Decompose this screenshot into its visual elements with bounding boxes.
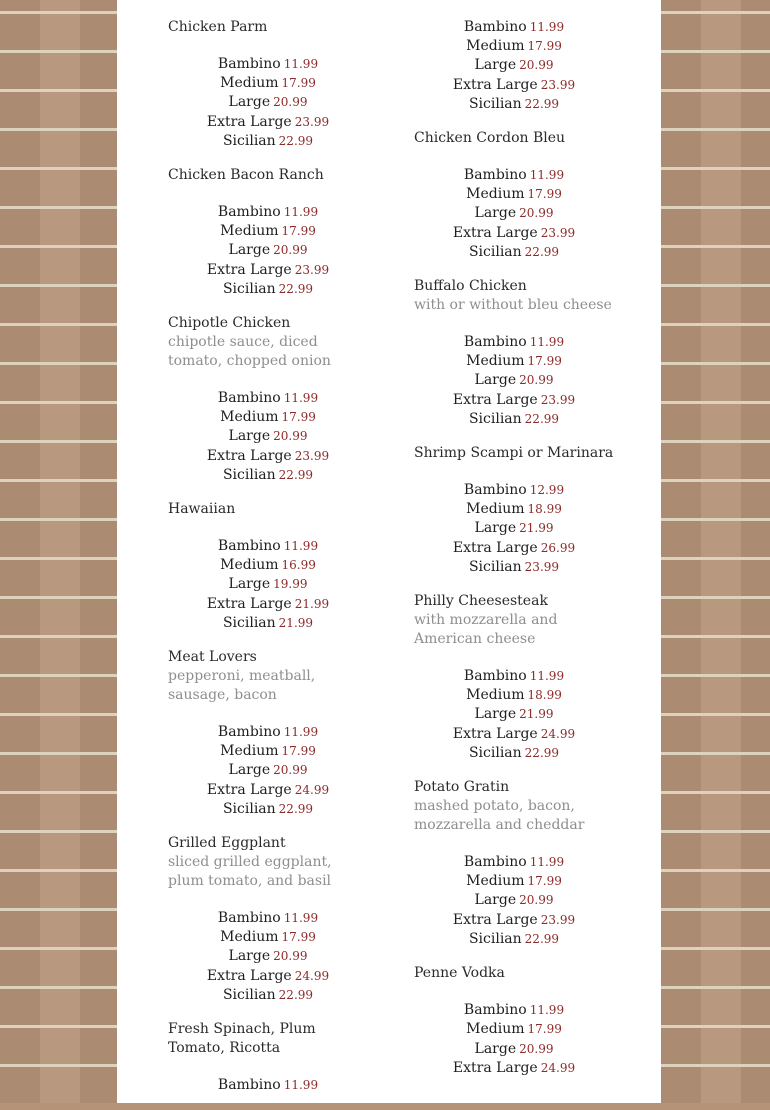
brick-wall-background-right bbox=[661, 0, 770, 1103]
menu-item-name: Grilled Eggplant bbox=[168, 835, 286, 852]
menu-item-name: Buffalo Chicken bbox=[414, 278, 527, 295]
size-label: Medium bbox=[220, 409, 279, 426]
price-value: 21.99 bbox=[278, 615, 314, 630]
price-row bbox=[168, 595, 368, 614]
size-label: Sicilian bbox=[468, 558, 522, 575]
menu-item bbox=[168, 500, 368, 633]
size-label: Extra Large bbox=[452, 391, 538, 408]
price-list bbox=[414, 667, 614, 763]
price-value: 11.99 bbox=[529, 1003, 565, 1018]
price-value: 22.99 bbox=[524, 745, 560, 760]
price-row bbox=[414, 333, 614, 352]
price-row bbox=[414, 667, 614, 686]
menu-item bbox=[168, 1020, 368, 1095]
price-value: 20.99 bbox=[519, 1041, 554, 1056]
size-label: Large bbox=[474, 1040, 517, 1057]
price-value: 22.99 bbox=[278, 987, 314, 1002]
price-row bbox=[168, 74, 368, 93]
menu-item bbox=[414, 444, 614, 577]
size-label: Sicilian bbox=[468, 930, 522, 947]
size-label: Large bbox=[228, 428, 271, 445]
price-value: 19.99 bbox=[273, 577, 308, 592]
price-row bbox=[414, 539, 614, 558]
price-row bbox=[168, 928, 368, 947]
price-row bbox=[414, 243, 614, 262]
price-value: 23.99 bbox=[540, 912, 576, 927]
size-label: Large bbox=[228, 94, 271, 111]
size-label: Bambino bbox=[463, 482, 527, 499]
price-value: 11.99 bbox=[283, 539, 319, 554]
price-value: 21.99 bbox=[519, 521, 554, 536]
price-value: 22.99 bbox=[278, 281, 314, 296]
price-value: 26.99 bbox=[540, 540, 576, 555]
price-value: 11.99 bbox=[529, 20, 565, 34]
size-label: Bambino bbox=[463, 668, 527, 685]
price-row bbox=[168, 222, 368, 241]
menu-item-name: Shrimp Scampi or Marinara bbox=[414, 445, 614, 462]
price-row bbox=[168, 389, 368, 408]
price-row bbox=[168, 556, 368, 575]
menu-item-description: with mozzarella and American cheese bbox=[414, 612, 558, 648]
price-row bbox=[414, 1020, 614, 1039]
price-row bbox=[168, 575, 368, 594]
size-label: Bambino bbox=[463, 1002, 527, 1019]
menu-item-description: mashed potato, bacon, mozzarella and cheddar bbox=[414, 798, 585, 834]
menu-item-description: pepperoni, meatball, sausage, bacon bbox=[168, 668, 316, 704]
price-row bbox=[414, 930, 614, 949]
size-label: Medium bbox=[466, 501, 525, 518]
size-label: Sicilian bbox=[468, 243, 522, 260]
price-value: 17.99 bbox=[527, 1022, 562, 1037]
size-label: Extra Large bbox=[206, 261, 292, 278]
price-row bbox=[168, 203, 368, 222]
price-value: 20.99 bbox=[273, 243, 308, 258]
price-value: 17.99 bbox=[527, 874, 562, 889]
price-value: 21.99 bbox=[519, 707, 554, 722]
price-row bbox=[414, 1059, 614, 1078]
price-value: 20.99 bbox=[273, 429, 308, 444]
size-label: Large bbox=[474, 520, 517, 537]
price-value: 23.99 bbox=[540, 77, 576, 92]
price-value: 20.99 bbox=[519, 893, 554, 908]
size-label: Extra Large bbox=[452, 1059, 538, 1076]
price-value: 18.99 bbox=[527, 502, 562, 517]
size-label: Sicilian bbox=[222, 986, 276, 1003]
price-value: 16.99 bbox=[281, 558, 316, 573]
price-row bbox=[168, 742, 368, 761]
price-value: 22.99 bbox=[524, 96, 560, 111]
price-row bbox=[168, 466, 368, 485]
size-label: Bambino bbox=[463, 19, 527, 35]
price-value: 11.99 bbox=[529, 669, 565, 684]
size-label: Sicilian bbox=[222, 614, 276, 631]
menu-item-name: Potato Gratin bbox=[414, 779, 510, 796]
price-list bbox=[168, 909, 368, 1005]
price-row bbox=[414, 725, 614, 744]
size-label: Sicilian bbox=[468, 95, 522, 112]
price-value: 20.99 bbox=[519, 206, 554, 221]
price-value: 17.99 bbox=[527, 354, 562, 369]
price-value: 24.99 bbox=[294, 968, 330, 983]
price-row bbox=[168, 113, 368, 132]
price-row bbox=[168, 132, 368, 151]
size-label: Extra Large bbox=[206, 113, 292, 130]
size-label: Bambino bbox=[217, 724, 281, 741]
size-label: Bambino bbox=[463, 167, 527, 184]
price-list bbox=[168, 203, 368, 299]
price-list bbox=[414, 853, 614, 949]
price-row bbox=[414, 686, 614, 705]
price-row bbox=[168, 537, 368, 556]
size-label: Sicilian bbox=[222, 132, 276, 149]
price-row bbox=[168, 280, 368, 299]
price-row bbox=[414, 744, 614, 763]
price-value: 11.99 bbox=[283, 1078, 319, 1093]
menu-item-description: chipotle sauce, diced tomato, chopped onion bbox=[168, 334, 331, 370]
price-value: 20.99 bbox=[519, 58, 554, 73]
price-value: 12.99 bbox=[529, 483, 565, 498]
price-value: 23.99 bbox=[524, 559, 560, 574]
menu-item-description: sliced grilled eggplant, plum tomato, and basil bbox=[168, 854, 332, 890]
size-label: Medium bbox=[220, 75, 279, 92]
menu-item bbox=[414, 964, 614, 1078]
price-row bbox=[168, 909, 368, 928]
size-label: Medium bbox=[220, 223, 279, 240]
menu-item-description: with or without bleu cheese bbox=[414, 297, 612, 314]
price-value: 11.99 bbox=[529, 335, 565, 350]
price-row bbox=[168, 947, 368, 966]
size-label: Extra Large bbox=[206, 595, 292, 612]
price-list bbox=[414, 1001, 614, 1078]
price-value: 11.99 bbox=[283, 911, 319, 926]
size-label: Bambino bbox=[217, 910, 281, 927]
price-row bbox=[168, 1076, 368, 1095]
price-value: 17.99 bbox=[527, 39, 562, 54]
price-value: 24.99 bbox=[540, 1060, 576, 1075]
price-row bbox=[414, 1001, 614, 1020]
price-row bbox=[414, 519, 614, 538]
size-label: Extra Large bbox=[452, 224, 538, 241]
menu-item-name: Chicken Parm bbox=[168, 19, 268, 35]
price-list bbox=[414, 166, 614, 262]
menu-item bbox=[414, 18, 614, 114]
price-value: 11.99 bbox=[283, 205, 319, 220]
price-row bbox=[168, 967, 368, 986]
price-row bbox=[414, 410, 614, 429]
price-value: 24.99 bbox=[294, 782, 330, 797]
size-label: Sicilian bbox=[222, 800, 276, 817]
price-value: 23.99 bbox=[294, 448, 330, 463]
price-value: 17.99 bbox=[527, 187, 562, 202]
price-list bbox=[168, 1076, 368, 1095]
menu-item-name: Philly Cheesesteak bbox=[414, 593, 548, 610]
menu-item-name: Hawaiian bbox=[168, 501, 236, 518]
price-value: 17.99 bbox=[281, 410, 316, 425]
size-label: Medium bbox=[466, 1021, 525, 1038]
price-row bbox=[414, 891, 614, 910]
price-value: 17.99 bbox=[281, 744, 316, 759]
price-value: 17.99 bbox=[281, 930, 316, 945]
price-row bbox=[414, 705, 614, 724]
size-label: Extra Large bbox=[452, 911, 538, 928]
price-value: 22.99 bbox=[278, 801, 314, 816]
size-label: Large bbox=[474, 706, 517, 723]
size-label: Medium bbox=[466, 186, 525, 203]
price-value: 18.99 bbox=[527, 688, 562, 703]
size-label: Medium bbox=[466, 353, 525, 370]
price-row bbox=[414, 911, 614, 930]
price-value: 22.99 bbox=[278, 133, 314, 148]
price-value: 22.99 bbox=[524, 411, 560, 426]
price-list bbox=[414, 481, 614, 577]
size-label: Extra Large bbox=[452, 76, 538, 93]
size-label: Large bbox=[474, 372, 517, 389]
price-value: 22.99 bbox=[524, 244, 560, 259]
price-value: 22.99 bbox=[524, 931, 560, 946]
size-label: Bambino bbox=[463, 854, 527, 871]
price-list bbox=[414, 18, 614, 114]
size-label: Sicilian bbox=[468, 744, 522, 761]
menu-item bbox=[168, 166, 368, 299]
menu-item-name: Fresh Spinach, Plum Tomato, Ricotta bbox=[168, 1021, 316, 1057]
price-row bbox=[168, 447, 368, 466]
brick-wall-background-left bbox=[0, 0, 117, 1103]
price-value: 11.99 bbox=[529, 855, 565, 870]
size-label: Bambino bbox=[217, 204, 281, 221]
price-row bbox=[168, 986, 368, 1005]
price-value: 20.99 bbox=[273, 95, 308, 110]
price-row bbox=[414, 872, 614, 891]
price-row bbox=[168, 800, 368, 819]
size-label: Bambino bbox=[217, 56, 281, 72]
price-list bbox=[168, 389, 368, 485]
size-label: Large bbox=[228, 762, 271, 779]
price-row bbox=[168, 614, 368, 633]
size-label: Extra Large bbox=[452, 539, 538, 556]
price-row bbox=[168, 723, 368, 742]
size-label: Sicilian bbox=[468, 410, 522, 427]
price-row bbox=[414, 95, 614, 114]
size-label: Large bbox=[228, 576, 271, 593]
price-row bbox=[414, 1040, 614, 1059]
size-label: Medium bbox=[466, 38, 525, 55]
price-value: 17.99 bbox=[281, 76, 316, 91]
price-value: 20.99 bbox=[273, 763, 308, 778]
size-label: Medium bbox=[220, 557, 279, 574]
price-row bbox=[414, 166, 614, 185]
price-value: 20.99 bbox=[519, 373, 554, 388]
price-row bbox=[168, 261, 368, 280]
size-label: Extra Large bbox=[206, 781, 292, 798]
price-list bbox=[168, 723, 368, 819]
price-row bbox=[414, 204, 614, 223]
size-label: Extra Large bbox=[452, 725, 538, 742]
price-value: 22.99 bbox=[278, 467, 314, 482]
size-label: Bambino bbox=[463, 334, 527, 351]
size-label: Extra Large bbox=[206, 447, 292, 464]
price-value: 24.99 bbox=[540, 726, 576, 741]
price-row bbox=[414, 185, 614, 204]
menu-column-right bbox=[414, 18, 614, 1093]
price-value: 23.99 bbox=[294, 114, 330, 129]
size-label: Medium bbox=[466, 873, 525, 890]
size-label: Sicilian bbox=[222, 466, 276, 483]
price-value: 23.99 bbox=[540, 392, 576, 407]
price-row bbox=[168, 241, 368, 260]
price-row bbox=[414, 391, 614, 410]
menu-item-name: Penne Vodka bbox=[414, 965, 505, 982]
size-label: Large bbox=[474, 57, 517, 74]
price-row bbox=[414, 371, 614, 390]
price-value: 20.99 bbox=[273, 949, 308, 964]
price-row bbox=[168, 93, 368, 112]
size-label: Bambino bbox=[217, 1077, 281, 1094]
size-label: Extra Large bbox=[206, 967, 292, 984]
price-list bbox=[414, 333, 614, 429]
menu-page bbox=[117, 0, 661, 1103]
price-row bbox=[414, 481, 614, 500]
size-label: Large bbox=[228, 242, 271, 259]
size-label: Medium bbox=[466, 687, 525, 704]
menu-item bbox=[168, 18, 368, 151]
menu-item bbox=[168, 834, 368, 1005]
price-row bbox=[414, 76, 614, 95]
price-value: 23.99 bbox=[540, 225, 576, 240]
price-row bbox=[414, 558, 614, 577]
size-label: Bambino bbox=[217, 390, 281, 407]
price-value: 21.99 bbox=[294, 596, 330, 611]
price-value: 23.99 bbox=[294, 262, 330, 277]
menu-item bbox=[168, 314, 368, 485]
size-label: Medium bbox=[220, 929, 279, 946]
menu-item bbox=[414, 592, 614, 763]
price-value: 11.99 bbox=[283, 391, 319, 406]
price-value: 17.99 bbox=[281, 224, 316, 239]
price-row bbox=[168, 427, 368, 446]
price-row bbox=[168, 781, 368, 800]
menu-item-name: Meat Lovers bbox=[168, 649, 257, 666]
menu-item-name: Chicken Bacon Ranch bbox=[168, 167, 324, 184]
price-row bbox=[414, 853, 614, 872]
price-row bbox=[414, 18, 614, 37]
size-label: Medium bbox=[220, 743, 279, 760]
price-list bbox=[168, 55, 368, 151]
size-label: Sicilian bbox=[222, 280, 276, 297]
price-value: 11.99 bbox=[283, 57, 319, 71]
menu-item-name: Chipotle Chicken bbox=[168, 315, 291, 332]
size-label: Large bbox=[474, 205, 517, 222]
price-row bbox=[414, 37, 614, 56]
menu-column-left bbox=[168, 18, 368, 1110]
menu-item bbox=[414, 778, 614, 949]
price-row bbox=[414, 224, 614, 243]
price-row bbox=[414, 56, 614, 75]
size-label: Large bbox=[474, 892, 517, 909]
price-value: 11.99 bbox=[529, 168, 565, 183]
price-list bbox=[168, 537, 368, 633]
price-row bbox=[168, 761, 368, 780]
price-row bbox=[414, 500, 614, 519]
menu-item bbox=[168, 648, 368, 819]
size-label: Bambino bbox=[217, 538, 281, 555]
menu-item-name: Chicken Cordon Bleu bbox=[414, 130, 566, 147]
price-row bbox=[414, 352, 614, 371]
price-value: 11.99 bbox=[283, 725, 319, 740]
size-label: Large bbox=[228, 948, 271, 965]
menu-item bbox=[414, 129, 614, 262]
price-row bbox=[168, 408, 368, 427]
price-row bbox=[168, 55, 368, 74]
menu-item bbox=[414, 277, 614, 429]
